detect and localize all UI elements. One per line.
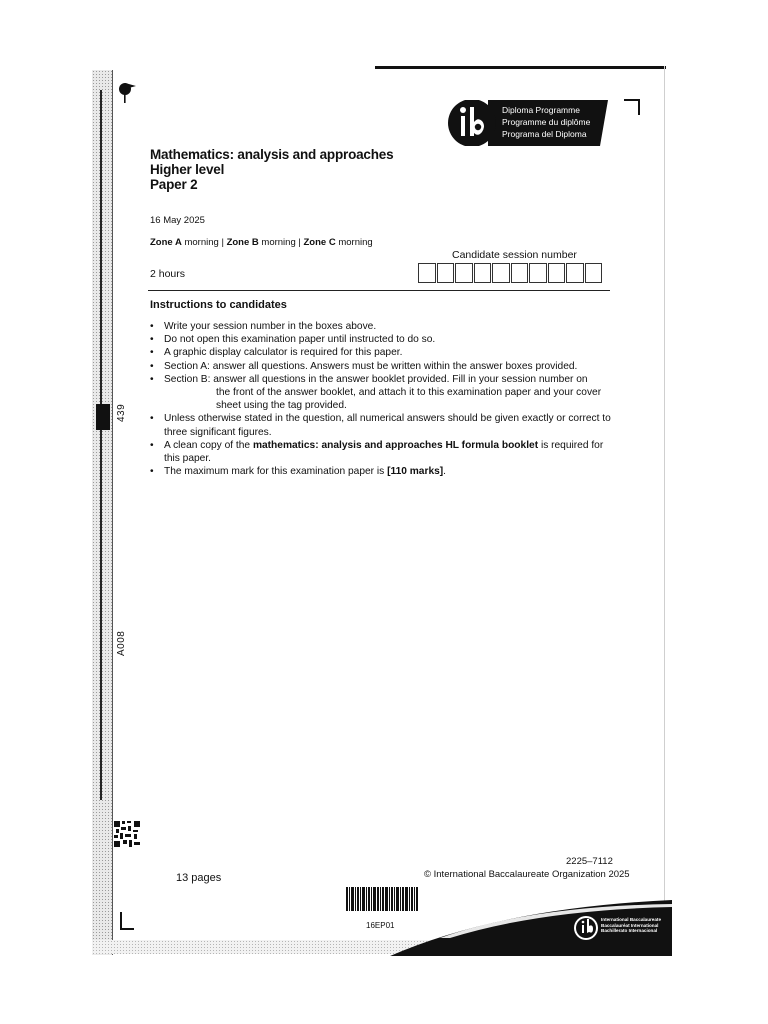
session-box[interactable] (511, 263, 529, 283)
session-box[interactable] (585, 263, 603, 283)
header-rule (148, 290, 610, 291)
logo-line-2: Programme du diplôme (502, 117, 591, 127)
zone-a-label: Zone A (150, 237, 182, 248)
candidate-session-boxes[interactable] (418, 263, 603, 283)
list-item: • Write your session number in the boxes above. (150, 321, 377, 332)
binding-strip (92, 70, 112, 955)
zone-b-time: morning (261, 237, 296, 248)
corner-mark (120, 912, 134, 930)
paper-title: Paper 2 (150, 177, 198, 192)
level-title: Higher level (150, 162, 225, 177)
zone-c-time: morning (338, 237, 373, 248)
barcode-label: 16EP01 (366, 921, 395, 930)
list-item: • Unless otherwise stated in the question, all numerical answers should be given exactly or correct to three significant figures. (150, 413, 611, 438)
corner-mark (624, 99, 640, 115)
list-item: • A clean copy of the mathematics: analysis and approaches HL formula booklet is required for this paper. (150, 439, 604, 465)
exam-duration: 2 hours (150, 268, 186, 280)
zone-a-time: morning (184, 237, 219, 248)
zone-separator: | (221, 237, 224, 248)
list-item: • Section A: answer all questions. Answers must be written within the answer boxes provided. (150, 360, 578, 372)
instructions-heading: Instructions to candidates (150, 299, 287, 311)
registration-mark (96, 404, 110, 430)
exam-date: 16 May 2025 (150, 215, 205, 226)
session-box[interactable] (455, 263, 473, 283)
logo-line-3: Programa del Diploma (502, 129, 587, 139)
list-item: • Do not open this examination paper until instructed to do so. (150, 334, 436, 346)
page-count: 13 pages (176, 872, 222, 884)
binding-line (100, 90, 102, 800)
zone-c-label: Zone C (303, 237, 336, 248)
instructions-list (150, 320, 620, 478)
side-code-439: 439 (116, 403, 127, 422)
session-box[interactable] (492, 263, 510, 283)
zone-b-label: Zone B (226, 237, 259, 248)
zone-line (150, 237, 373, 248)
session-box[interactable] (548, 263, 566, 283)
session-box[interactable] (529, 263, 547, 283)
ib-footer-logo-text: International Baccalaureate Baccalauréat International Bachillerato Internacional (601, 917, 661, 934)
side-code-a008: A008 (116, 630, 127, 656)
qr-code-icon (114, 821, 140, 847)
top-rule (375, 66, 666, 69)
zone-separator: | (298, 237, 301, 248)
candidate-session-label: Candidate session number (452, 249, 577, 261)
session-box[interactable] (474, 263, 492, 283)
page-edge (664, 66, 665, 956)
list-item: • The maximum mark for this examination paper is [110 marks]. (150, 466, 447, 478)
registration-flag-icon (116, 78, 138, 104)
session-box[interactable] (437, 263, 455, 283)
exam-page (92, 62, 676, 956)
subject-title: Mathematics: analysis and approaches (150, 147, 394, 162)
binding-line (112, 70, 113, 955)
paper-code: 2225–7112 (566, 856, 613, 867)
session-box[interactable] (418, 263, 436, 283)
list-item: • Section B: answer all questions in the answer booklet provided. Fill in your session number on the front of the answer booklet, and attach it to this examination paper and your cover sheet using the tag provided. (150, 373, 602, 412)
list-item: • A graphic display calculator is required for this paper. (150, 347, 403, 359)
copyright: © International Baccalaureate Organization 2025 (424, 869, 630, 880)
session-box[interactable] (566, 263, 584, 283)
logo-line-1: Diploma Programme (502, 105, 580, 115)
